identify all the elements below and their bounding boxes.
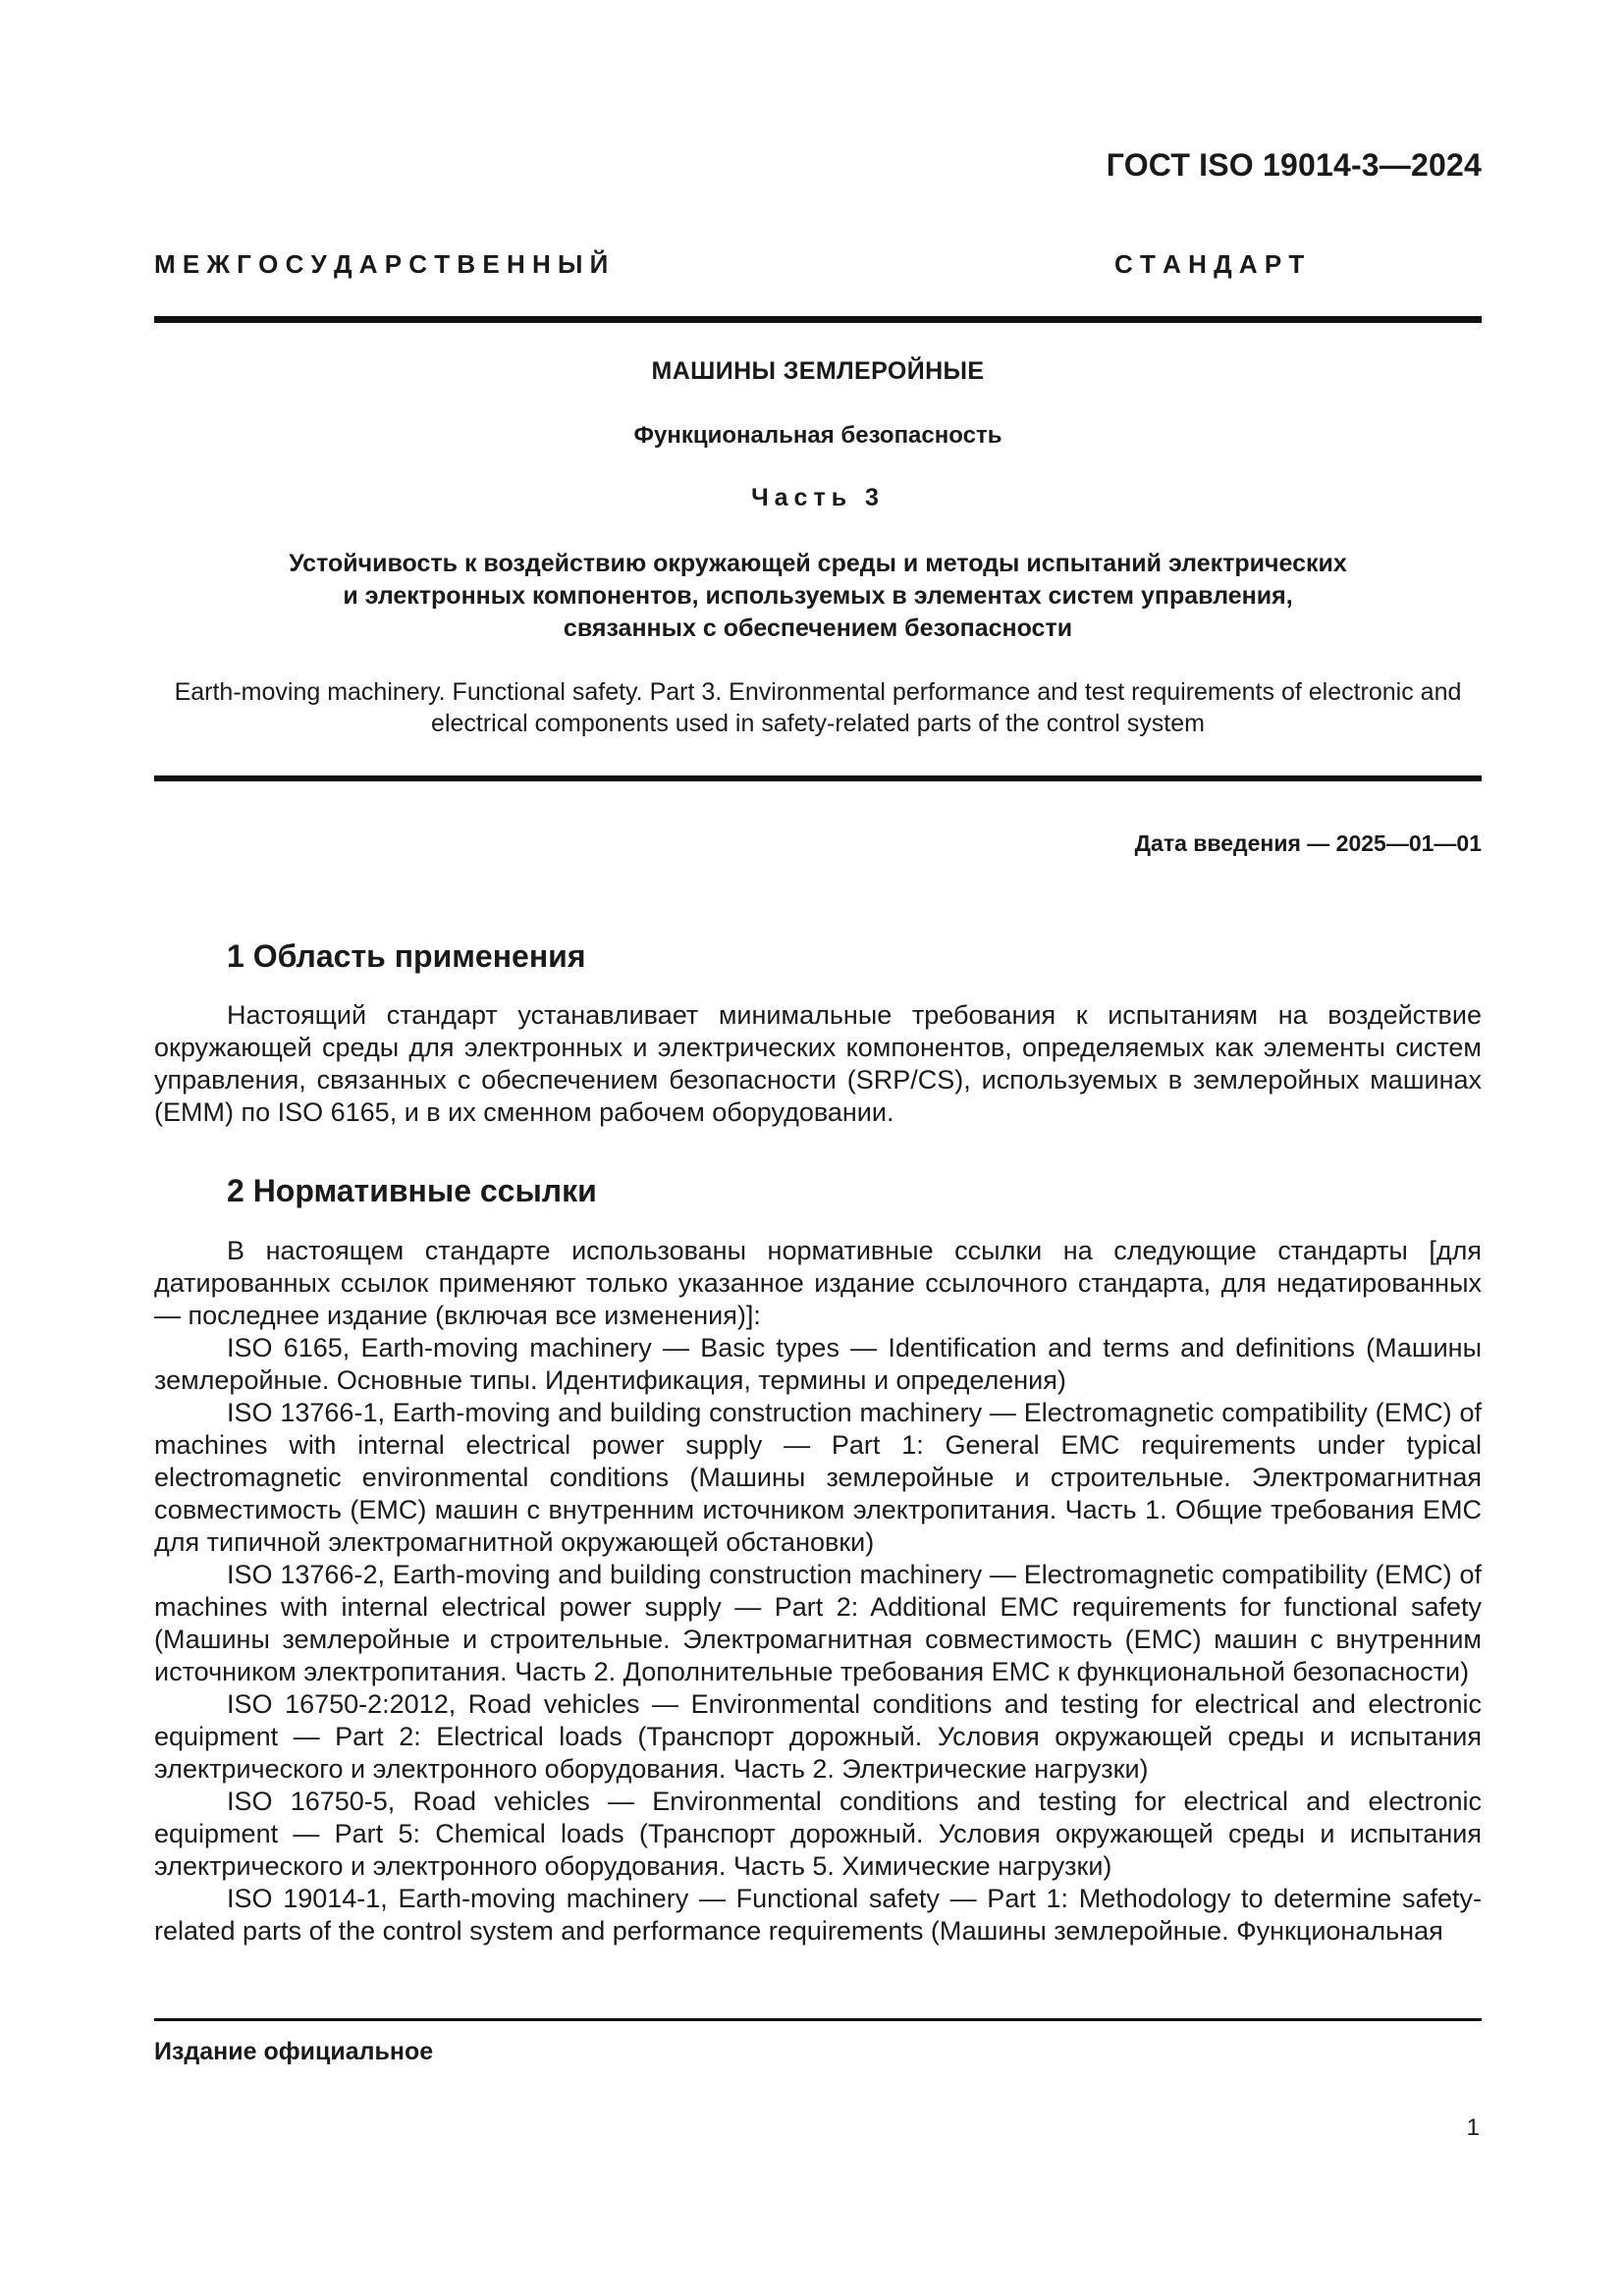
russian-title-line: Устойчивость к воздействию окружающей среды и методы испытаний электрических bbox=[289, 550, 1347, 577]
paragraph: Настоящий стандарт устанавливает минимальные требования к испытаниям на воздействие окружающей среды для электронных и электрических компонентов, определяемых как элементы систем управления, связанных с обеспечением безопасности (SRP/CS), используемых в землеройных машинах (EMM) по ISO 6165, и в их сменном рабочем оборудовании. bbox=[154, 1000, 1482, 1127]
part-label: Часть 3 bbox=[751, 484, 885, 511]
english-title bbox=[154, 676, 1482, 739]
russian-title-line: связанных с обеспечением безопасности bbox=[563, 614, 1073, 642]
section-body-scope bbox=[154, 999, 1482, 1129]
english-title-line: Earth-moving machinery. Functional safety. Part 3. Environmental performance and test requirements of electronic and bbox=[174, 678, 1462, 706]
russian-title bbox=[154, 548, 1482, 645]
section-body-normative-references bbox=[154, 1235, 1482, 1948]
russian-title-line: и электронных компонентов, используемых в элементах систем управления, bbox=[343, 582, 1293, 610]
top-divider bbox=[154, 316, 1482, 323]
banner-word-standard: С Т А Н Д А Р Т bbox=[1114, 249, 1305, 279]
document-code: ГОСТ ISO 19014-3—2024 bbox=[1106, 147, 1482, 183]
page-number: 1 bbox=[1466, 2114, 1480, 2141]
official-edition-label: Издание официальное bbox=[154, 2038, 434, 2065]
section-heading-normative-references: 2 Нормативные ссылки bbox=[227, 1173, 597, 1208]
reference-item: ISO 13766-1, Earth-moving and building construction machinery — Electromagnetic compatibility (EMC) of machines with internal electrical power supply — Part 1: General EMC requirements under typical electromagnetic environmental conditions (Машины землеройные и строительные. Электромагнитная совместимость (ЕМС) машин с внутренним источником электропитания. Часть 1. Общие требования ЕМС для типичной электромагнитной окружающей обстановки) bbox=[154, 1398, 1482, 1557]
introduction-date: Дата введения — 2025—01—01 bbox=[1134, 830, 1482, 856]
paragraph: В настоящем стандарте использованы нормативные ссылки на следующие стандарты [для датированных ссылок применяют только указанное издание ссылочного стандарта, для недатированных — последнее издание (включая все изменения)]: bbox=[154, 1236, 1482, 1330]
reference-item: ISO 16750-5, Road vehicles — Environmental conditions and testing for electrical and electronic equipment — Part 5: Chemical loads (Транспорт дорожный. Условия окружающей среды и испытания электрического и электронного оборудования. Часть 5. Химические нагрузки) bbox=[154, 1787, 1482, 1881]
reference-item: ISO 19014-1, Earth-moving machinery — Functional safety — Part 1: Methodology to determine safety-related parts of the control system and performance requirements (Машины землеройные. Функциональная bbox=[154, 1884, 1482, 1946]
reference-item: ISO 6165, Earth-moving machinery — Basic types — Identification and terms and definitions (Машины землеройные. Основные типы. Идентификация, термины и определения) bbox=[154, 1333, 1482, 1395]
title-divider bbox=[154, 775, 1482, 781]
english-title-line: electrical components used in safety-related parts of the control system bbox=[431, 710, 1205, 737]
reference-item: ISO 16750-2:2012, Road vehicles — Environmental conditions and testing for electrical and electronic equipment — Part 2: Electrical loads (Транспорт дорожный. Условия окружающей среды и испытания электрического и электронного оборудования. Часть 2. Электрические нагрузки) bbox=[154, 1689, 1482, 1784]
main-title: МАШИНЫ ЗЕМЛЕРОЙНЫЕ bbox=[651, 357, 985, 385]
footer-divider bbox=[154, 2018, 1482, 2021]
reference-item: ISO 13766-2, Earth-moving and building construction machinery — Electromagnetic compatibility (EMC) of machines with internal electrical power supply — Part 2: Additional EMC requirements for functional safety (Машины землеройные и строительные. Электромагнитная совместимость (ЕМС) машин с внутренним источником электропитания. Часть 2. Дополнительные требования ЕМС к функциональной безопасности) bbox=[154, 1560, 1482, 1686]
subtitle: Функциональная безопасность bbox=[633, 422, 1002, 449]
banner-word-interstate: М Е Ж Г О С У Д А Р С Т В Е Н Н Ы Й bbox=[154, 249, 609, 279]
section-heading-scope: 1 Область применения bbox=[227, 938, 586, 974]
interstate-standard-banner bbox=[154, 249, 1482, 280]
